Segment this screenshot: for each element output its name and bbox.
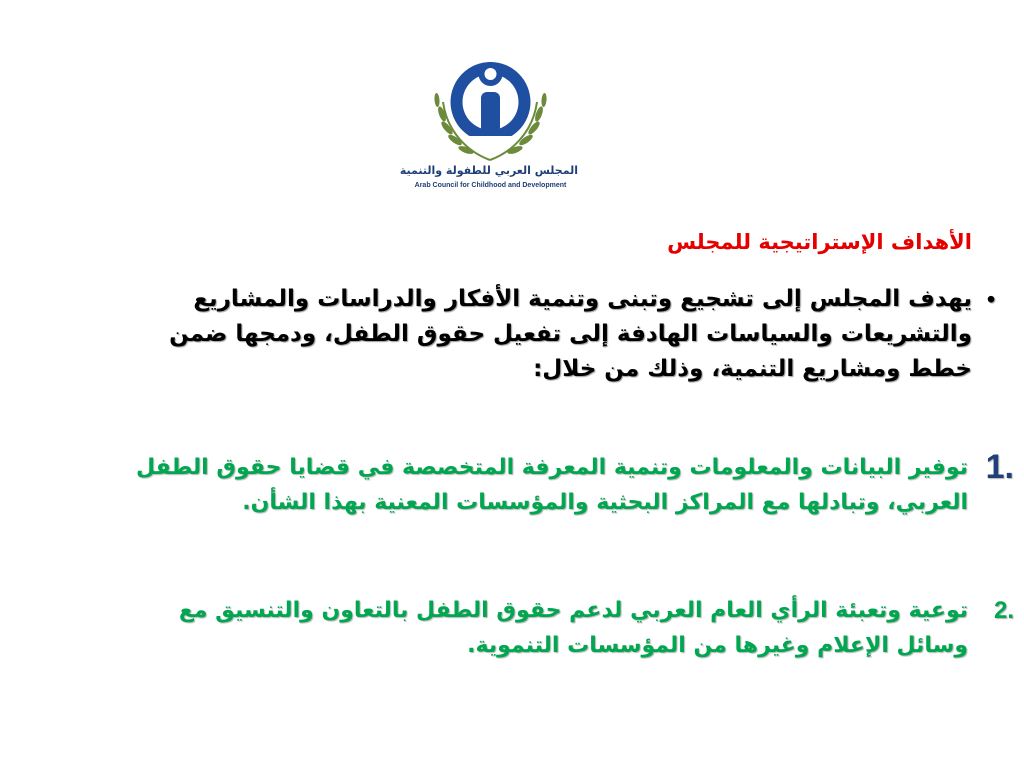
logo-arabic-name: المجلس العربي للطفولة والتنمية	[399, 164, 578, 177]
list-item-number: 1.	[985, 448, 1014, 486]
list-item-text: توفير البيانات والمعلومات وتنمية المعرفة المتخصصة في قضايا حقوق الطفل العربي، وتبادلها مع المراكز البحثية والمؤسسات المعنية بهذا الشأن.	[136, 455, 968, 515]
council-logo	[399, 52, 578, 227]
intro-bullet	[142, 282, 996, 387]
list-item-number: 2.	[993, 597, 1014, 624]
list-item	[108, 593, 1014, 663]
list-item-text: توعية وتعبئة الرأي العام العربي لدعم حقوق الطفل بالتعاون والتنسيق مع وسائل الإعلام وغيرها من المؤسسات التنموية.	[178, 598, 968, 658]
list-item	[108, 448, 1014, 520]
slide-title: الأهداف الإستراتيجية للمجلس	[667, 230, 972, 254]
bullet-dot-icon: •	[986, 286, 996, 312]
intro-bullet-text: يهدف المجلس إلى تشجيع وتبنى وتنمية الأفكار والدراسات والمشاريع والتشريعات والسياسات الهادفة إلى تفعيل حقوق الطفل، ودمجها ضمن خطط ومشاريع التنمية، وذلك من خلال:	[169, 286, 972, 382]
logo-english-name: Arab Council for Childhood and Development	[414, 182, 567, 189]
logo-emblem-icon	[433, 52, 548, 164]
